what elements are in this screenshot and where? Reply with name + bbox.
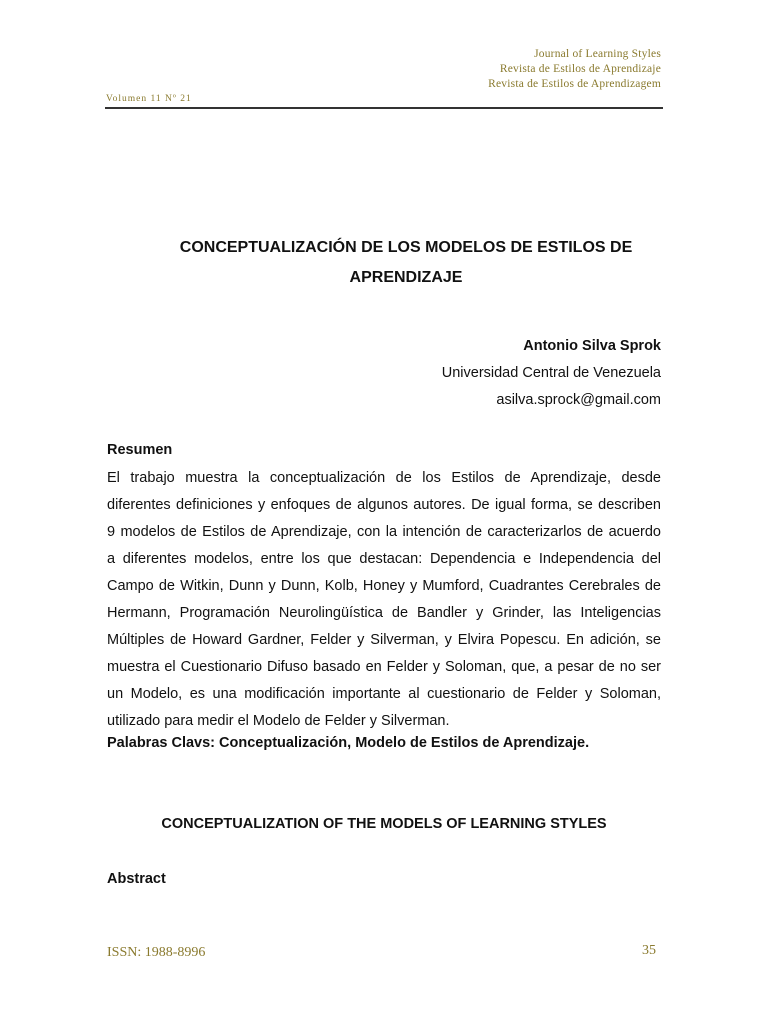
keywords: Palabras Clavs: Conceptualización, Modelo de Estilos de Aprendizaje.: [107, 735, 590, 751]
resumen-line: Campo de Witkin, Dunn y Dunn, Kolb, Honey y Mumford, Cuadrantes Cerebrales de: [107, 578, 661, 594]
resumen-line: utilizado para medir el Modelo de Felder y Silverman.: [107, 713, 450, 729]
author-name: Antonio Silva Sprok: [523, 338, 661, 354]
volume-label: Volumen 11 Nº 21: [106, 94, 192, 104]
article-title: [106, 233, 706, 293]
resumen-line: un Modelo, es una modificación importante al cuestionario de Felder y Soloman,: [107, 686, 661, 702]
resumen-line: diferentes definiciones y enfoques de algunos autores. De igual forma, se describen: [107, 497, 661, 513]
journal-header: [488, 47, 661, 92]
author-affiliation: Universidad Central de Venezuela: [441, 365, 661, 381]
header-divider: [105, 107, 663, 109]
resumen-heading: Resumen: [107, 442, 173, 458]
resumen-line: 9 modelos de Estilos de Aprendizaje, con la intención de caracterizarlos de acuerdo: [107, 524, 661, 540]
abstract-heading: Abstract: [107, 871, 166, 887]
resumen-line: a diferentes modelos, entre los que destacan: Dependencia e Independencia del: [107, 551, 661, 567]
article-title-line-2: APRENDIZAJE: [349, 269, 463, 286]
article-title-line-1: CONCEPTUALIZACIÓN DE LOS MODELOS DE ESTILOS DE: [179, 239, 633, 256]
journal-name-es: Revista de Estilos de Aprendizaje: [499, 63, 661, 75]
author-email: asilva.sprock@gmail.com: [496, 392, 661, 408]
resumen-line: muestra el Cuestionario Difuso basado en Felder y Soloman, que, a pesar de no ser: [107, 659, 661, 675]
resumen-body: [107, 465, 661, 735]
issn-label: ISSN: 1988-8996: [107, 945, 206, 960]
page-number: 35: [642, 943, 656, 958]
english-title: CONCEPTUALIZATION OF THE MODELS OF LEARNING STYLES: [161, 816, 607, 832]
journal-name-en: Journal of Learning Styles: [534, 48, 661, 60]
resumen-line: El trabajo muestra la conceptualización de los Estilos de Aprendizaje, desde: [107, 470, 661, 486]
resumen-line: Hermann, Programación Neurolingüística de Bandler y Grinder, las Inteligencias: [107, 605, 661, 621]
resumen-line: Múltiples de Howard Gardner, Felder y Silverman, y Elvira Popescu. En adición, se: [107, 632, 661, 648]
author-block: [442, 333, 661, 414]
journal-name-pt: Revista de Estilos de Aprendizagem: [488, 78, 661, 90]
